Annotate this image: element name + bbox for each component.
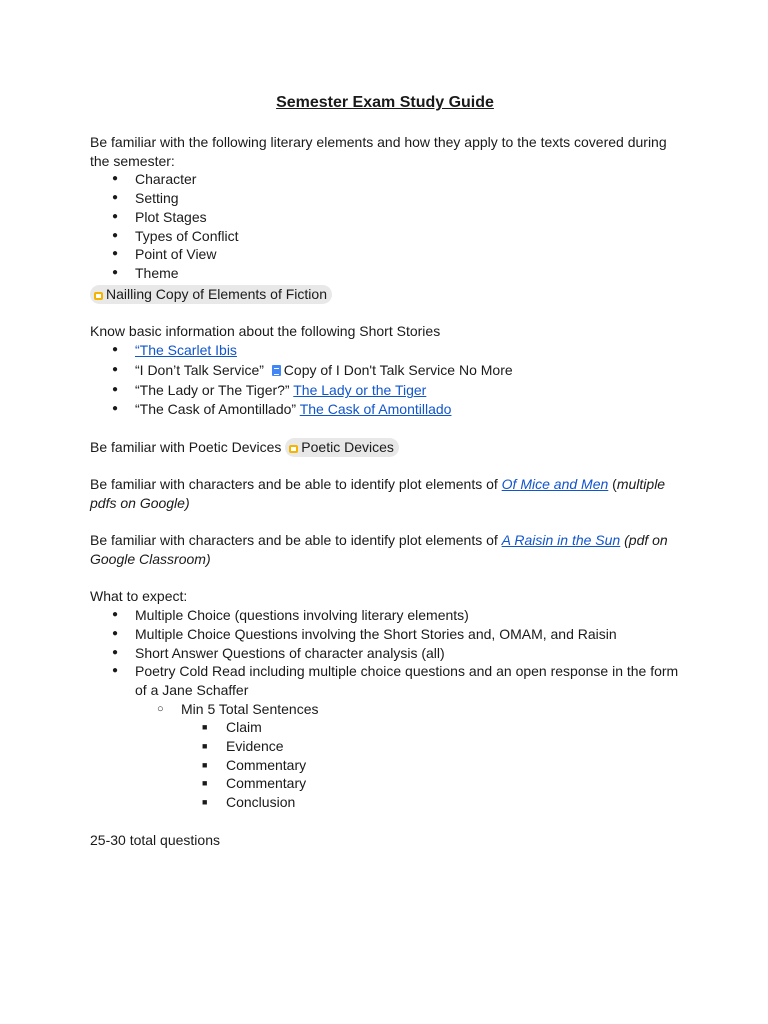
spacer <box>90 457 680 476</box>
chip-label: Nailling Copy of Elements of Fiction <box>106 285 327 302</box>
raisin-text: Be familiar with characters and be able to identify plot elements of <box>90 532 498 549</box>
slides-icon <box>289 445 298 453</box>
total-questions: 25-30 total questions <box>90 831 220 848</box>
spacer <box>90 513 680 532</box>
document-body <box>90 94 680 849</box>
list-item: ■ Conclusion <box>90 793 680 812</box>
link-text: A Raisin in the Sun <box>501 532 621 549</box>
omam-paragraph <box>90 475 680 512</box>
short-stories-list <box>90 341 680 419</box>
spacer <box>90 812 680 831</box>
slides-icon <box>94 292 103 300</box>
raisin-paragraph <box>90 531 680 568</box>
story-title: “The Cask of Amontillado” <box>135 401 297 418</box>
list-item: ● Theme <box>90 264 680 283</box>
talk-service-doc-link[interactable]: Copy of I Don't Talk Service No More <box>283 361 513 378</box>
raisin-in-the-sun-link[interactable] <box>502 532 621 548</box>
sub-list <box>90 700 680 719</box>
list-item: ■ Evidence <box>90 737 680 756</box>
list-item <box>90 381 680 400</box>
elements-of-fiction-chip[interactable] <box>90 285 332 304</box>
list-item <box>90 400 680 419</box>
poetic-devices-text: Be familiar with Poetic Devices <box>90 438 282 455</box>
omam-text: Be familiar with characters and be able to identify plot elements of <box>90 476 498 493</box>
list-item: ● Multiple Choice Questions involving the Short Stories and, OMAM, and Raisin <box>90 625 680 644</box>
story-title: “I Don’t Talk Service” <box>135 361 264 378</box>
list-item <box>90 341 680 360</box>
literary-elements-intro: Be familiar with the following literary elements and how they apply to the texts covered during the semester: <box>90 134 667 169</box>
paren: ( <box>612 476 617 493</box>
what-to-expect-heading: What to expect: <box>90 588 188 605</box>
expectations-list <box>90 606 680 700</box>
elements-chip-line <box>90 285 680 304</box>
list-item <box>90 361 680 380</box>
sentence-parts-list <box>90 718 680 812</box>
short-stories-intro: Know basic information about the following Short Stories <box>90 323 441 340</box>
list-item: ■ Claim <box>90 718 680 737</box>
chip-label: Poetic Devices <box>301 438 394 455</box>
list-item: ● Point of View <box>90 245 680 264</box>
list-item: ● Poetry Cold Read including multiple choice questions and an open response in the form of a Jane Schaffer <box>90 662 680 699</box>
link-text: Of Mice and Men <box>501 476 609 493</box>
list-item: ■ Commentary <box>90 774 680 793</box>
list-item: ○ Min 5 Total Sentences <box>90 700 680 719</box>
list-item: ● Setting <box>90 189 680 208</box>
list-item: ● Multiple Choice (questions involving literary elements) <box>90 606 680 625</box>
list-item: ● Short Answer Questions of character analysis (all) <box>90 644 680 663</box>
spacer <box>90 569 680 588</box>
list-item: ● Character <box>90 170 680 189</box>
of-mice-and-men-link[interactable] <box>502 476 609 492</box>
document-title: Semester Exam Study Guide <box>276 94 494 111</box>
list-item: ● Plot Stages <box>90 208 680 227</box>
literary-elements-list <box>90 170 680 282</box>
scarlet-ibis-link[interactable]: “The Scarlet Ibis <box>135 342 237 359</box>
story-title: “The Lady or The Tiger?” <box>135 382 290 399</box>
spacer <box>90 304 680 323</box>
spacer <box>90 419 680 438</box>
raisin-note: (pdf on Google Classroom) <box>90 532 668 567</box>
list-item: ■ Commentary <box>90 756 680 775</box>
omam-note: multiple pdfs on Google) <box>90 476 666 511</box>
lady-or-tiger-link[interactable]: The Lady or the Tiger <box>293 382 427 399</box>
list-item: ● Types of Conflict <box>90 227 680 246</box>
poetic-devices-chip[interactable] <box>285 438 399 457</box>
poetic-devices-line <box>90 438 680 457</box>
cask-of-amontillado-link[interactable]: The Cask of Amontillado <box>299 401 452 418</box>
docs-icon <box>272 365 281 376</box>
